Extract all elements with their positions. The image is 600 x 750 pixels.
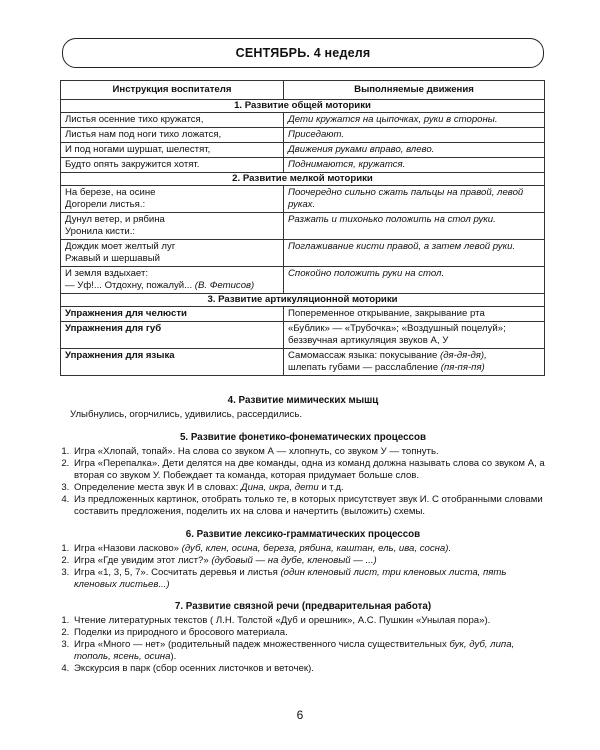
instruction-cell [61, 213, 284, 240]
list-item-example: (один кленовый лист, три кленовых листа, пять кленовых листьев...) [74, 567, 507, 590]
list-item [72, 494, 546, 518]
table-row [61, 322, 545, 349]
list-item-text: Определение места звук И в словах: [74, 482, 241, 493]
section-text: Улыбнулись, огорчились, удивились, рассердились. [70, 409, 302, 420]
section-heading: 6. Развитие лексико-грамматических процессов [185, 529, 421, 540]
list-item [72, 458, 546, 482]
list-item [72, 555, 546, 567]
movement-cell: Движения руками вправо, влево. [284, 143, 545, 158]
list-item-tail: и т.д. [318, 482, 344, 493]
exercise-description: «Бублик» — «Трубочка»; «Воздушный поцелуй»; беззвучная артикуляция звуков А, У [284, 322, 545, 349]
list-item-text: Чтение литературных текстов ( Л.Н. Толстой «Дуб и орешник», А.С. Пушкин «Унылая пора»). [74, 615, 491, 626]
table-row [61, 143, 545, 158]
table-row [61, 349, 545, 376]
table-row [61, 113, 545, 128]
exercise-cell: Упражнения для губ [61, 322, 284, 349]
verse-line: Догорели листья.: [65, 199, 146, 210]
instruction-cell: Будто опять закружится хотят. [61, 158, 284, 173]
list-item [72, 567, 546, 591]
verse-line: — Уф!... Отдохну, пожалуй... [65, 280, 195, 291]
numbered-list [60, 615, 546, 675]
section-mimic [60, 395, 546, 421]
description-text: шлепать губами — расслабление [288, 362, 441, 373]
instruction-cell [61, 240, 284, 267]
section-heading: 5. Развитие фонетико-фонематических процессов [179, 432, 426, 443]
verse-line: Ржавый и шершавый [65, 253, 160, 264]
list-item [72, 543, 546, 555]
list-item-text: Экскурсия в парк (сбор осенних листочков и веточек). [74, 663, 314, 674]
list-item-tail: ). [170, 651, 177, 662]
movement-cell: Приседают. [284, 128, 545, 143]
section-title: 3. Развитие артикуляционной моторики [61, 294, 545, 307]
list-item-text: Игра «Где увидим этот лист?» [74, 555, 212, 566]
movement-cell: Поднимаются, кружатся. [284, 158, 545, 173]
movement-cell: Поочередно сильно сжать пальцы на правой, левой руках. [284, 186, 545, 213]
table-row [61, 267, 545, 294]
instruction-cell: И под ногами шуршат, шелестят, [61, 143, 284, 158]
movement-cell: Дети кружатся на цыпочках, руки в стороны. [284, 113, 545, 128]
list-item [72, 627, 546, 639]
section-heading: 7. Развитие связной речи (предварительная работа) [174, 601, 432, 612]
instruction-cell: Листья нам под ноги тихо ложатся, [61, 128, 284, 143]
list-item-text: Игра «Хлопай, топай». На слова со звуком А — хлопнуть, со звуком У — топнуть. [74, 446, 439, 457]
description-text: Самомассаж языка: покусывание [288, 350, 441, 361]
description-example: (пя-пя-пя) [440, 362, 485, 373]
section-title: 2. Развитие мелкой моторики [61, 173, 545, 186]
exercise-cell: Упражнения для языка [61, 349, 284, 376]
exercise-description: Попеременное открывание, закрывание рта [284, 307, 545, 322]
table-row [61, 240, 545, 267]
section-row [61, 294, 545, 307]
list-item-text: Игра «Назови ласково» [74, 543, 182, 554]
page-number: 6 [296, 708, 304, 722]
section-phonetic [60, 432, 546, 518]
table-row [61, 186, 545, 213]
table-row [61, 158, 545, 173]
list-item-text: Поделки из природного и бросового материала. [74, 627, 288, 638]
list-item-example: (дуб, клен, осина, береза, рябина, каштан, ель, ива, сосна). [181, 543, 452, 554]
verse-line: Уронила кисти.: [65, 226, 136, 237]
list-item-text: Игра «1, 3, 5, 7». Сосчитать деревья и листья [74, 567, 281, 578]
list-item-example: Дина, икра, дети [240, 482, 319, 493]
list-item [72, 639, 546, 663]
list-item-example: (дубовый — на дубе, кленовый — ...) [211, 555, 377, 566]
movement-cell: Поглаживание кисти правой, а затем левой руки. [284, 240, 545, 267]
list-item-example: бук, дуб, липа, тополь, ясень, осина [74, 639, 515, 662]
description-example: (дя-дя-дя), [440, 350, 487, 361]
section-speech [60, 601, 546, 675]
list-item-text: Игра «Перепалка». Дети делятся на две команды, одна из команд должна называть слова со звуком А, а вторая со звуком У. Побеждает та команда, которая придумает больше слов. [74, 458, 545, 481]
table-row [61, 213, 545, 240]
instruction-cell: Листья осенние тихо кружатся, [61, 113, 284, 128]
verse-author: (В. Фетисов) [194, 280, 255, 291]
verse-line: Дождик моет желтый луг [65, 241, 176, 252]
section-row [61, 100, 545, 113]
verse-line: И земля вздыхает: [65, 268, 149, 279]
table-row [61, 307, 545, 322]
numbered-list [60, 446, 546, 518]
instruction-cell [61, 267, 284, 294]
list-item [72, 615, 546, 627]
instruction-table [60, 80, 545, 376]
column-header-movements: Выполняемые движения [284, 81, 545, 100]
movement-cell: Разжать и тихонько положить на стол руки. [284, 213, 545, 240]
section-heading: 4. Развитие мимических мышц [227, 395, 379, 406]
column-header-instruction: Инструкция воспитателя [61, 81, 284, 100]
verse-line: На березе, на осине [65, 187, 156, 198]
section-lexical [60, 529, 546, 591]
table-row [61, 128, 545, 143]
list-item-text: Из предложенных картинок, отобрать только те, в которых присутствует звук И. С отобранными словами составить предложения, поделить их на слова и начертить (выложить) схемы. [74, 494, 543, 517]
movement-cell: Спокойно положить руки на стол. [284, 267, 545, 294]
exercise-description [284, 349, 545, 376]
exercise-cell: Упражнения для челюсти [61, 307, 284, 322]
verse-line: Дунул ветер, и рябина [65, 214, 165, 225]
list-item [72, 663, 546, 675]
table-header-row [61, 81, 545, 100]
instruction-cell [61, 186, 284, 213]
list-item [72, 446, 546, 458]
numbered-list [60, 543, 546, 591]
section-row [61, 173, 545, 186]
page-title: СЕНТЯБРЬ. 4 неделя [62, 38, 544, 68]
section-title: 1. Развитие общей моторики [61, 100, 545, 113]
list-item-text: Игра «Много — нет» (родительный падеж множественного числа существительных [74, 639, 450, 650]
list-item [72, 482, 546, 494]
